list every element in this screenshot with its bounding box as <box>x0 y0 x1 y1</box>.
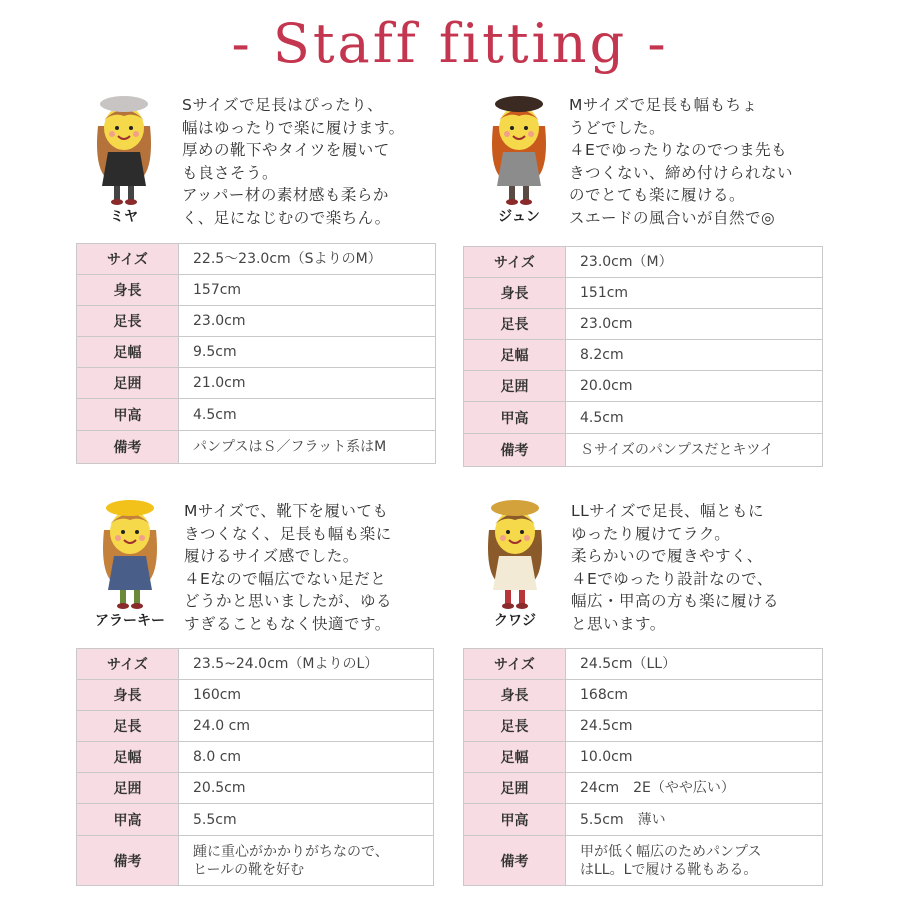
spec-value <box>179 804 434 836</box>
spec-value <box>179 244 436 275</box>
comment-line: ゆったり履けてラク。 <box>571 524 731 543</box>
spec-label: サイズ <box>77 649 179 680</box>
left-cheek <box>115 535 121 541</box>
right-eye <box>524 126 528 130</box>
spec-label: 身長 <box>464 278 566 309</box>
spec-row <box>77 804 434 836</box>
spec-row <box>464 711 823 742</box>
spec-table <box>463 648 823 886</box>
spec-label: 身長 <box>464 680 566 711</box>
spec-value-line: 24.5cm <box>580 718 633 734</box>
spec-table <box>463 246 823 467</box>
comment-line: ４Eなので幅広でない足だと <box>184 569 387 588</box>
staff-illustration <box>76 86 172 206</box>
staff-comment <box>182 94 405 230</box>
comment-line: 柔らかいので履きやすく、 <box>571 547 763 566</box>
spec-value <box>179 742 434 773</box>
dress <box>493 556 537 590</box>
spec-row <box>464 836 823 886</box>
left-eye <box>115 126 119 130</box>
spec-value-line: 23.0cm <box>580 316 633 332</box>
left-shoe <box>502 603 514 609</box>
spec-label: 備考 <box>464 836 566 886</box>
spec-label: 備考 <box>464 434 566 467</box>
left-shoe <box>117 603 129 609</box>
dress <box>108 556 152 590</box>
staff-illustration <box>82 490 178 610</box>
comment-line: きつくない、締め付けられない <box>569 163 794 182</box>
comment-line: のでとても楽に履ける。 <box>569 186 746 205</box>
spec-label: 足囲 <box>464 371 566 402</box>
spec-row <box>77 742 434 773</box>
spec-value <box>179 431 436 464</box>
spec-row <box>77 244 436 275</box>
spec-value-line: 踵に重心がかかりがちなので、 <box>193 843 389 860</box>
right-eye <box>129 126 133 130</box>
comment-line: どうかと思いましたが、ゆる <box>184 592 393 611</box>
spec-value-line: 9.5cm <box>193 344 237 360</box>
spec-label: 足囲 <box>77 368 179 399</box>
spec-value-line: パンプスはＳ／フラット系はM <box>193 439 387 455</box>
spec-label: サイズ <box>464 247 566 278</box>
spec-label: 足長 <box>464 711 566 742</box>
spec-value-line: 24cm 2E（やや広い） <box>580 780 735 796</box>
spec-value-line: 20.0cm <box>580 378 633 394</box>
staff-avatar <box>76 86 172 231</box>
spec-label: 足長 <box>464 309 566 340</box>
dress <box>497 152 541 186</box>
spec-value <box>566 649 823 680</box>
staff-comment <box>571 500 779 636</box>
right-cheek <box>524 535 530 541</box>
comment-line: も良さそう。 <box>182 163 279 182</box>
spec-label: 身長 <box>77 275 179 306</box>
spec-label: サイズ <box>464 649 566 680</box>
spec-row <box>464 434 823 467</box>
spec-table <box>76 648 434 886</box>
spec-row <box>464 247 823 278</box>
spec-label: サイズ <box>77 244 179 275</box>
spec-value <box>566 434 823 467</box>
comment-line: アッパー材の素材感も柔らか <box>182 186 389 205</box>
spec-label: 足幅 <box>464 742 566 773</box>
spec-value <box>179 680 434 711</box>
spec-label: 足幅 <box>77 742 179 773</box>
spec-row <box>464 649 823 680</box>
left-eye <box>121 530 125 534</box>
spec-value <box>179 306 436 337</box>
spec-row <box>464 804 823 836</box>
right-shoe <box>520 199 532 205</box>
left-eye <box>506 530 510 534</box>
staff-name: ジュン <box>498 209 540 225</box>
spec-value-line: 4.5cm <box>580 409 624 426</box>
spec-value-line: 5.5cm 薄い <box>580 811 666 828</box>
right-cheek <box>133 131 139 137</box>
left-shoe <box>111 199 123 205</box>
spec-label: 足幅 <box>464 340 566 371</box>
comment-line: ４Eでゆったり設計なので、 <box>571 569 773 588</box>
spec-value-line: 24.5cm（LL） <box>580 656 677 672</box>
spec-value <box>566 680 823 711</box>
comment-line: うどでした。 <box>569 118 666 137</box>
spec-value <box>566 742 823 773</box>
spec-value <box>179 337 436 368</box>
left-cheek <box>500 535 506 541</box>
spec-value-line: 8.0 cm <box>193 749 242 765</box>
right-shoe <box>131 603 143 609</box>
spec-value-line: 8.2cm <box>580 347 624 363</box>
spec-value-line: 24.0 cm <box>193 718 250 734</box>
spec-row <box>464 340 823 371</box>
staff-name: アラーキー <box>95 613 165 629</box>
spec-label: 足長 <box>77 306 179 337</box>
comment-line: く、足になじむので楽ちん。 <box>182 208 391 227</box>
spec-value-line: ヒールの靴を好む <box>193 861 305 878</box>
comment-line: スエードの風合いが自然で◎ <box>569 208 776 227</box>
spec-value <box>566 804 823 836</box>
spec-row <box>77 368 436 399</box>
spec-value <box>566 247 823 278</box>
right-leg <box>134 590 140 604</box>
spec-row <box>464 278 823 309</box>
spec-label: 備考 <box>77 431 179 464</box>
spec-row <box>464 309 823 340</box>
comment-line: Mサイズで足長も幅もちょ <box>569 96 758 114</box>
spec-value <box>566 711 823 742</box>
right-shoe <box>516 603 528 609</box>
spec-row <box>77 306 436 337</box>
spec-value-line: 157cm <box>193 282 242 298</box>
spec-row <box>77 649 434 680</box>
comment-line: Sサイズで足長はぴったり、 <box>182 96 384 114</box>
spec-label: 足囲 <box>77 773 179 804</box>
left-cheek <box>109 131 115 137</box>
page-title: - Staff fitting - <box>231 12 669 75</box>
left-eye <box>510 126 514 130</box>
right-leg <box>523 186 529 200</box>
spec-row <box>464 371 823 402</box>
spec-table <box>76 243 436 464</box>
right-leg <box>128 186 134 200</box>
staff-illustration <box>471 86 567 206</box>
hat <box>100 96 148 112</box>
spec-row <box>77 773 434 804</box>
comment-line: と思います。 <box>571 614 666 633</box>
right-shoe <box>125 199 137 205</box>
spec-row <box>77 680 434 711</box>
spec-label: 備考 <box>77 836 179 886</box>
spec-value-line: 168cm <box>580 687 629 703</box>
right-eye <box>135 530 139 534</box>
spec-label: 身長 <box>77 680 179 711</box>
spec-value <box>179 773 434 804</box>
staff-avatar <box>82 490 178 635</box>
spec-label: 足長 <box>77 711 179 742</box>
spec-row <box>77 399 436 431</box>
spec-value-line: 22.5～23.0cm（SよりのM） <box>193 251 382 267</box>
spec-value <box>566 773 823 804</box>
spec-value-line: Ｓサイズのパンプスだとキツイ <box>580 442 774 458</box>
staff-avatar <box>471 86 567 231</box>
left-leg <box>114 186 120 200</box>
spec-value <box>566 340 823 371</box>
staff-comment <box>184 500 392 636</box>
spec-row <box>77 337 436 368</box>
comment-line: Mサイズで、靴下を履いても <box>184 502 389 520</box>
spec-row <box>77 711 434 742</box>
spec-label: 足幅 <box>77 337 179 368</box>
spec-value-line: 21.0cm <box>193 375 246 391</box>
spec-label: 甲高 <box>77 399 179 431</box>
spec-value <box>566 402 823 434</box>
spec-value <box>179 836 434 886</box>
hat <box>106 500 154 516</box>
spec-row <box>464 402 823 434</box>
comment-line: 幅はゆったりで楽に履けます。 <box>182 118 405 137</box>
comment-line: LLサイズで足長、幅ともに <box>571 502 765 520</box>
staff-name: クワジ <box>494 613 536 629</box>
hat <box>491 500 539 516</box>
spec-value <box>179 399 436 431</box>
comment-line: きつくなく、足長も幅も楽に <box>184 524 392 543</box>
spec-value-line: はLL。Lで履ける靴もある。 <box>580 861 758 878</box>
spec-label: 甲高 <box>464 402 566 434</box>
spec-label: 足囲 <box>464 773 566 804</box>
right-cheek <box>528 131 534 137</box>
spec-row <box>464 773 823 804</box>
staff-avatar <box>467 490 563 635</box>
spec-value <box>179 711 434 742</box>
comment-line: すぎることもなく快適です。 <box>184 614 391 633</box>
spec-row <box>77 431 436 464</box>
left-shoe <box>506 199 518 205</box>
spec-label: 甲高 <box>464 804 566 836</box>
spec-value <box>566 309 823 340</box>
comment-line: ４Eでゆったりなのでつま先も <box>569 141 788 160</box>
spec-row <box>464 742 823 773</box>
right-leg <box>519 590 525 604</box>
spec-value <box>179 275 436 306</box>
spec-value-line: 5.5cm <box>193 811 237 828</box>
spec-value <box>566 836 823 886</box>
spec-row <box>77 275 436 306</box>
spec-value-line: 4.5cm <box>193 406 237 423</box>
spec-value-line: 23.5~24.0cm（MよりのL） <box>193 656 379 672</box>
right-eye <box>520 530 524 534</box>
comment-line: 履けるサイズ感でした。 <box>184 547 359 566</box>
spec-value-line: 160cm <box>193 687 242 703</box>
left-leg <box>505 590 511 604</box>
spec-value-line: 甲が低く幅広のためパンプス <box>580 843 762 860</box>
dress <box>102 152 146 186</box>
spec-value <box>566 371 823 402</box>
left-leg <box>120 590 126 604</box>
spec-row <box>464 680 823 711</box>
comment-line: 幅広・甲高の方も楽に履ける <box>571 592 780 611</box>
spec-value-line: 151cm <box>580 285 629 301</box>
staff-comment <box>569 94 793 230</box>
spec-value <box>179 649 434 680</box>
spec-label: 甲高 <box>77 804 179 836</box>
spec-row <box>77 836 434 886</box>
comment-line: 厚めの靴下やタイツを履いて <box>182 141 390 160</box>
spec-value-line: 23.0cm（M） <box>580 254 673 270</box>
left-cheek <box>504 131 510 137</box>
spec-value <box>566 278 823 309</box>
spec-value-line: 20.5cm <box>193 780 246 796</box>
left-leg <box>509 186 515 200</box>
hat <box>495 96 543 112</box>
spec-value-line: 23.0cm <box>193 313 246 329</box>
right-cheek <box>139 535 145 541</box>
spec-value <box>179 368 436 399</box>
staff-illustration <box>467 490 563 610</box>
spec-value-line: 10.0cm <box>580 749 633 765</box>
staff-name: ミヤ <box>110 209 138 225</box>
